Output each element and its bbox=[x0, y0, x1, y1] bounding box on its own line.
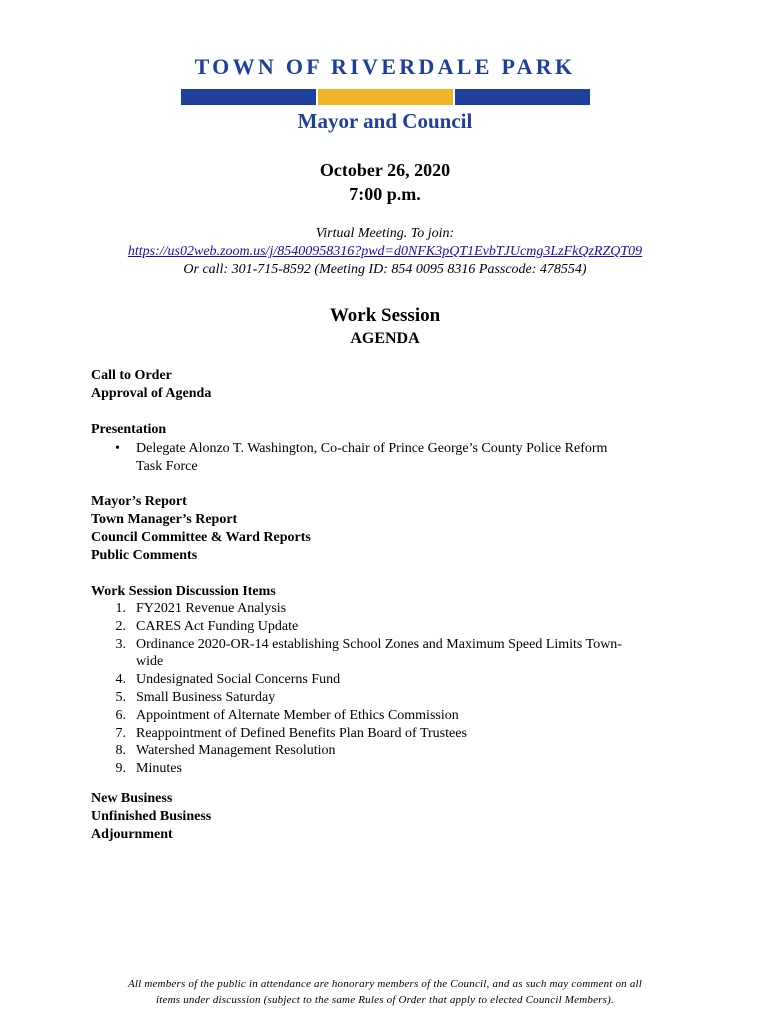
discussion-item bbox=[106, 689, 686, 707]
discussion-item-text: CARES Act Funding Update bbox=[136, 618, 299, 634]
presentation-heading: Presentation bbox=[91, 422, 167, 437]
discussion-item bbox=[106, 707, 686, 725]
footer-line1: All members of the public in attendance are honorary members of the Council, and as such may comment on all bbox=[127, 978, 643, 990]
discussion-item-number: 4. bbox=[115, 672, 126, 688]
approval-of-agenda: Approval of Agenda bbox=[91, 386, 212, 401]
discussion-item-text: Reappointment of Defined Benefits Plan Board of Trustees bbox=[136, 725, 467, 741]
public-comments: Public Comments bbox=[91, 548, 198, 563]
discussion-item-text: Minutes bbox=[136, 761, 182, 777]
discussion-item-text: Small Business Saturday bbox=[136, 689, 276, 705]
town-manager-report: Town Manager’s Report bbox=[91, 512, 238, 527]
discussion-item-text: Appointment of Alternate Member of Ethics Commission bbox=[136, 707, 459, 723]
header-color-bars bbox=[181, 89, 590, 105]
council-title: Mayor and Council bbox=[297, 109, 473, 133]
discussion-item-text: FY2021 Revenue Analysis bbox=[136, 601, 287, 616]
call-to-order: Call to Order bbox=[91, 368, 172, 383]
discussion-item bbox=[106, 636, 686, 672]
discussion-item bbox=[106, 760, 686, 778]
adjournment: Adjournment bbox=[91, 827, 173, 842]
discussion-item-text: Watershed Management Resolution bbox=[136, 743, 336, 759]
meeting-time: 7:00 p.m. bbox=[349, 184, 421, 204]
discussion-heading: Work Session Discussion Items bbox=[91, 584, 276, 599]
footer-line2: items under discussion (subject to the same Rules of Order that apply to elected Council Members). bbox=[156, 994, 614, 1006]
council-committee-reports: Council Committee & Ward Reports bbox=[91, 530, 311, 545]
presentation-item-line2: Task Force bbox=[136, 459, 198, 474]
blue-bar-left bbox=[181, 89, 316, 105]
unfinished-business: Unfinished Business bbox=[91, 809, 212, 824]
discussion-item-text: Ordinance 2020-OR-14 establishing School Zones and Maximum Speed Limits Town- bbox=[136, 636, 622, 652]
call-in-info: Or call: 301-715-8592 (Meeting ID: 854 0095 8316 Passcode: 478554) bbox=[183, 262, 587, 277]
discussion-item-number: 2. bbox=[115, 618, 126, 634]
bullet-icon: • bbox=[115, 441, 120, 456]
meeting-date: October 26, 2020 bbox=[319, 160, 451, 180]
discussion-item bbox=[106, 671, 686, 689]
agenda-heading: AGENDA bbox=[350, 330, 420, 347]
discussion-item-number: 3. bbox=[115, 636, 126, 652]
discussion-item bbox=[106, 618, 686, 636]
discussion-item-number: 7. bbox=[115, 725, 126, 741]
discussion-item bbox=[106, 725, 686, 743]
discussion-item-text: Undesignated Social Concerns Fund bbox=[136, 672, 341, 688]
discussion-item-number: 9. bbox=[115, 761, 126, 777]
blue-bar-right bbox=[455, 89, 590, 105]
footer-note bbox=[80, 976, 690, 1008]
discussion-item-number: 8. bbox=[115, 743, 126, 759]
gold-bar-center bbox=[318, 89, 453, 105]
section-title: Work Session bbox=[329, 305, 441, 326]
discussion-items-list bbox=[106, 600, 686, 778]
zoom-link[interactable]: https://us02web.zoom.us/j/85400958316?pwd=d0NFK3pQT1EvbTJUcmg3LzFkQzRZQT09 bbox=[127, 244, 643, 259]
mayors-report: Mayor’s Report bbox=[91, 494, 187, 509]
virtual-meeting-intro: Virtual Meeting. To join: bbox=[315, 226, 455, 241]
discussion-item-number: 5. bbox=[115, 689, 126, 705]
discussion-item bbox=[106, 600, 686, 618]
new-business: New Business bbox=[91, 791, 173, 806]
town-title: TOWN OF RIVERDALE PARK bbox=[194, 54, 576, 79]
discussion-item-number: 6. bbox=[115, 707, 126, 723]
discussion-item-text-continued: wide bbox=[136, 654, 164, 670]
discussion-item bbox=[106, 742, 686, 760]
discussion-item-number: 1. bbox=[115, 601, 126, 616]
presentation-item-line1: Delegate Alonzo T. Washington, Co-chair of Prince George’s County Police Reform bbox=[136, 441, 608, 456]
